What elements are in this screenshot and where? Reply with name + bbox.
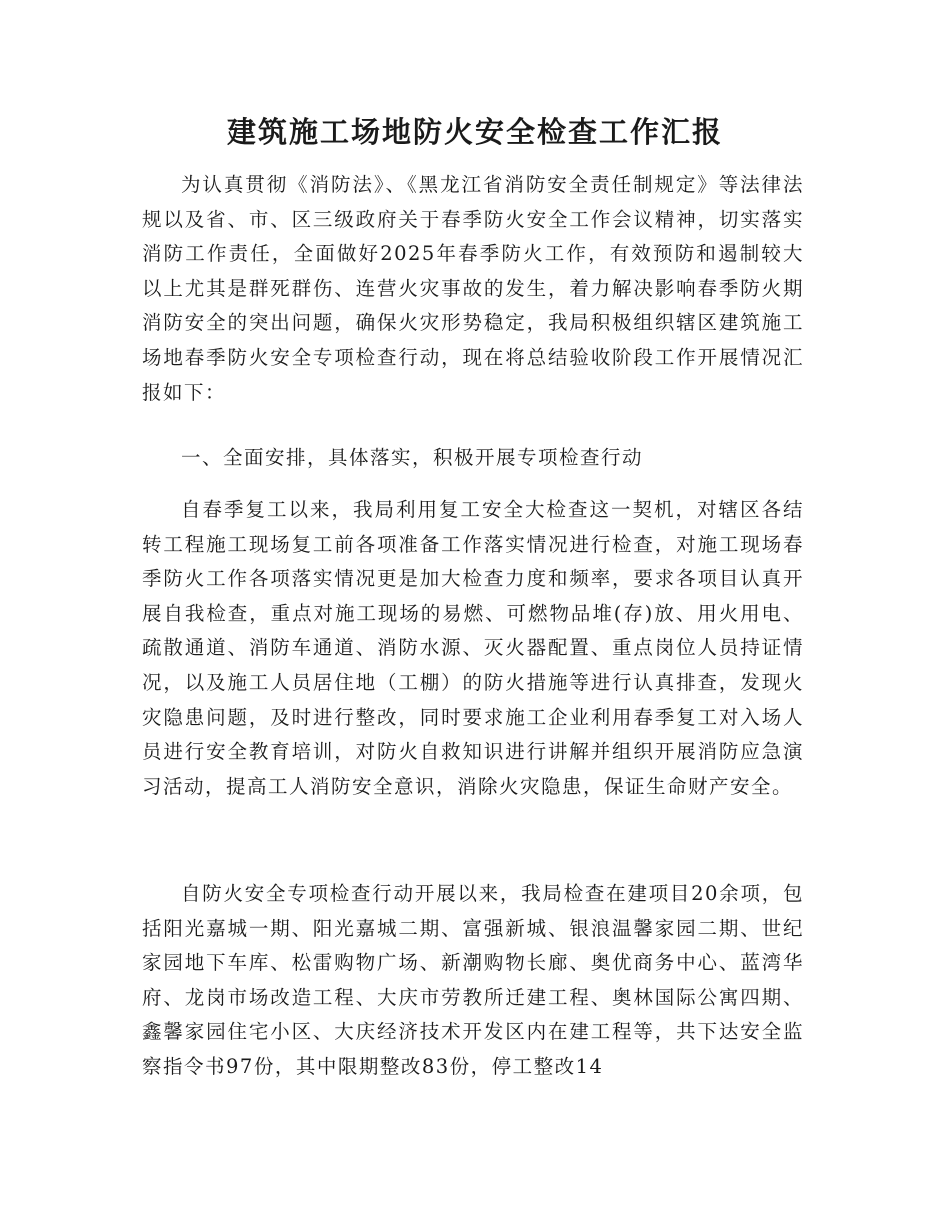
intro-paragraph: 为认真贯彻《消防法》、《黑龙江省消防安全责任制规定》等法律法规以及省、市、区三级政府关于春季防火安全工作会议精神，切实落实消防工作责任，全面做好2025年春季防火工作，有效预防和遏制较大以上尤其是群死群伤、连营火灾事故的发生，着力解决影响春季防火期消防安全的突出问题，确保火灾形势稳定，我局积极组织辖区建筑施工场地春季防火安全专项检查行动，现在将总结验收阶段工作开展情况汇报如下： [142,173,804,404]
body-paragraph-2: 自防火安全专项检查行动开展以来，我局检查在建项目20余项，包括阳光嘉城一期、阳光嘉城二期、富强新城、银浪温馨家园二期、世纪家园地下车库、松雷购物广场、新潮购物长廊、奥优商务中心、蓝湾华府、龙岗市场改造工程、大庆市劳教所迁建工程、奥林国际公寓四期、鑫馨家园住宅小区、大庆经济技术开发区内在建工程等，共下达安全监察指令书97份，其中限期整改83份，停工整改14 [142,882,804,1078]
body-paragraph-1: 自春季复工以来，我局利用复工安全大检查这一契机，对辖区各结转工程施工现场复工前各项准备工作落实情况进行检查，对施工现场春季防火工作各项落实情况更是加大检查力度和频率，要求各项目认真开展自我检查，重点对施工现场的易燃、可燃物品堆(存)放、用火用电、疏散通道、消防车通道、消防水源、灭火器配置、重点岗位人员持证情况，以及施工人员居住地（工棚）的防火措施等进行认真排查，发现火灾隐患问题，及时进行整改，同时要求施工企业利用春季复工对入场人员进行安全教育培训，对防火自救知识进行讲解并组织开展消防应急演习活动，提高工人消防安全意识，消除火灾隐患，保证生命财产安全。 [142,498,804,798]
document-title: 建筑施工场地防火安全检查工作汇报 [226,115,723,149]
section-heading-1: 一、全面安排，具体落实，积极开展专项检查行动 [181,446,644,469]
